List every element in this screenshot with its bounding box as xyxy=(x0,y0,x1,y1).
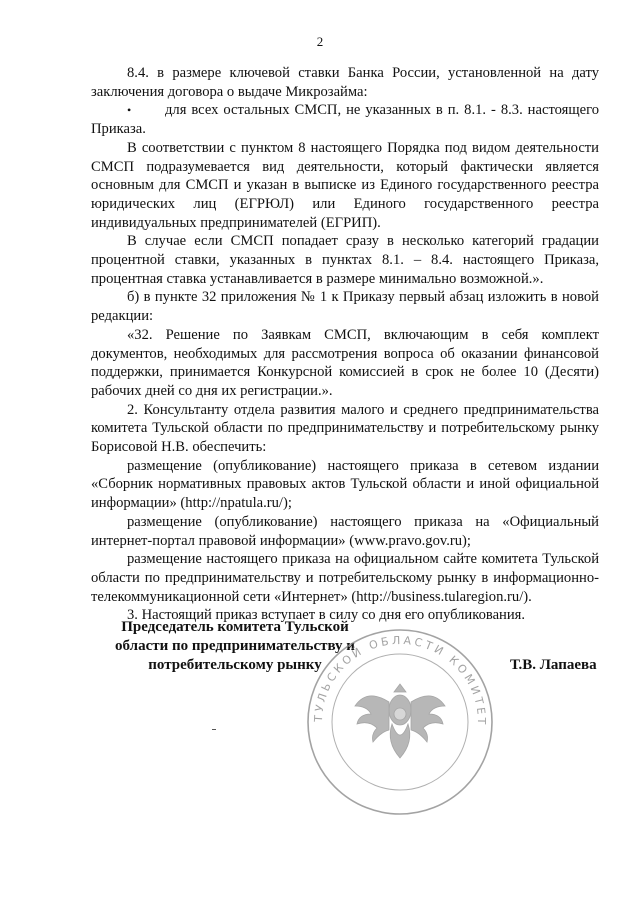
bullet-marker: • xyxy=(127,103,132,118)
signatory-name: Т.В. Лапаева xyxy=(510,657,597,673)
paragraph-item-3: 3. Настоящий приказ вступает в силу со дня его опубликования. xyxy=(127,607,526,624)
signatory-title-line: потребительскому рынку xyxy=(148,657,322,673)
bullet-text: для всех остальных СМСП, не указанных в п. 8.1. - 8.3. настоящего Приказа. xyxy=(91,102,599,138)
signatory-title-line: Председатель комитета Тульской xyxy=(121,619,349,635)
paragraph-rate-categories: В случае если СМСП попадает сразу в несколько категорий градации процентной ставки, указанных в пунктах 8.1. – 8.4. настоящего Приказа, процентная ставка устанавливается в размере минимально возможной.». xyxy=(91,233,599,287)
eagle-emblem-icon xyxy=(355,684,445,758)
paragraph-publish-pravo: размещение (опубликование) настоящего приказа на «Официальный интернет-портал правовой информации» (www.pravo.gov.ru); xyxy=(91,513,599,549)
signatory-title-line: области по предпринимательству и xyxy=(115,638,355,654)
paragraph-amendment-b: б) в пункте 32 приложения № 1 к Приказу первый абзац изложить в новой редакции: xyxy=(91,289,599,325)
document-body xyxy=(91,64,599,625)
paragraph-item-2: 2. Консультанту отдела развития малого и среднего предпринимательства комитета Тульской области по предпринимательству и потребительскому рынку Борисовой Н.В. обеспечить: xyxy=(91,401,599,456)
page-number: 2 xyxy=(316,34,324,49)
seal-text: ТУЛЬСКОЙ ОБЛАСТИ КОМИТЕТ xyxy=(311,633,489,728)
official-seal-stamp xyxy=(300,622,500,822)
scan-artifact xyxy=(212,729,216,730)
paragraph-clause-32: «32. Решение по Заявкам СМСП, включающим в себя комплект документов, необходимых для рассмотрения вопроса об оказании финансовой поддержки, принимается Конкурсной комиссией в срок не более 10 (Десяти) рабочих дней со дня их регистрации.». xyxy=(91,326,599,399)
paragraph-8-4: 8.4. в размере ключевой ставки Банка России, установленной на дату заключения договора о выдаче Микрозайма: xyxy=(91,65,599,100)
paragraph-publish-site: размещение настоящего приказа на официальном сайте комитета Тульской области по предпринимательству и потребительскому рынку в информационно-телекоммуникационной сети «Интернет» (http://business.tularegion.ru/). xyxy=(91,551,599,605)
bullet-item xyxy=(91,101,599,138)
paragraph-publish-npatula: размещение (опубликование) настоящего приказа в сетевом издании «Сборник нормативных правовых актов Тульской области и иной официальной информации» (http://npatula.ru/); xyxy=(91,457,599,512)
paragraph-activity-type: В соответствии с пунктом 8 настоящего Порядка под видом деятельности СМСП подразумевается вид деятельности, который фактически является основным для СМСП и указан в выписке из Единого государственного реестра юридических лиц (ЕГРЮЛ) или Единого государственного реестра индивидуальных предпринимателей (ЕГРИП). xyxy=(91,139,599,231)
